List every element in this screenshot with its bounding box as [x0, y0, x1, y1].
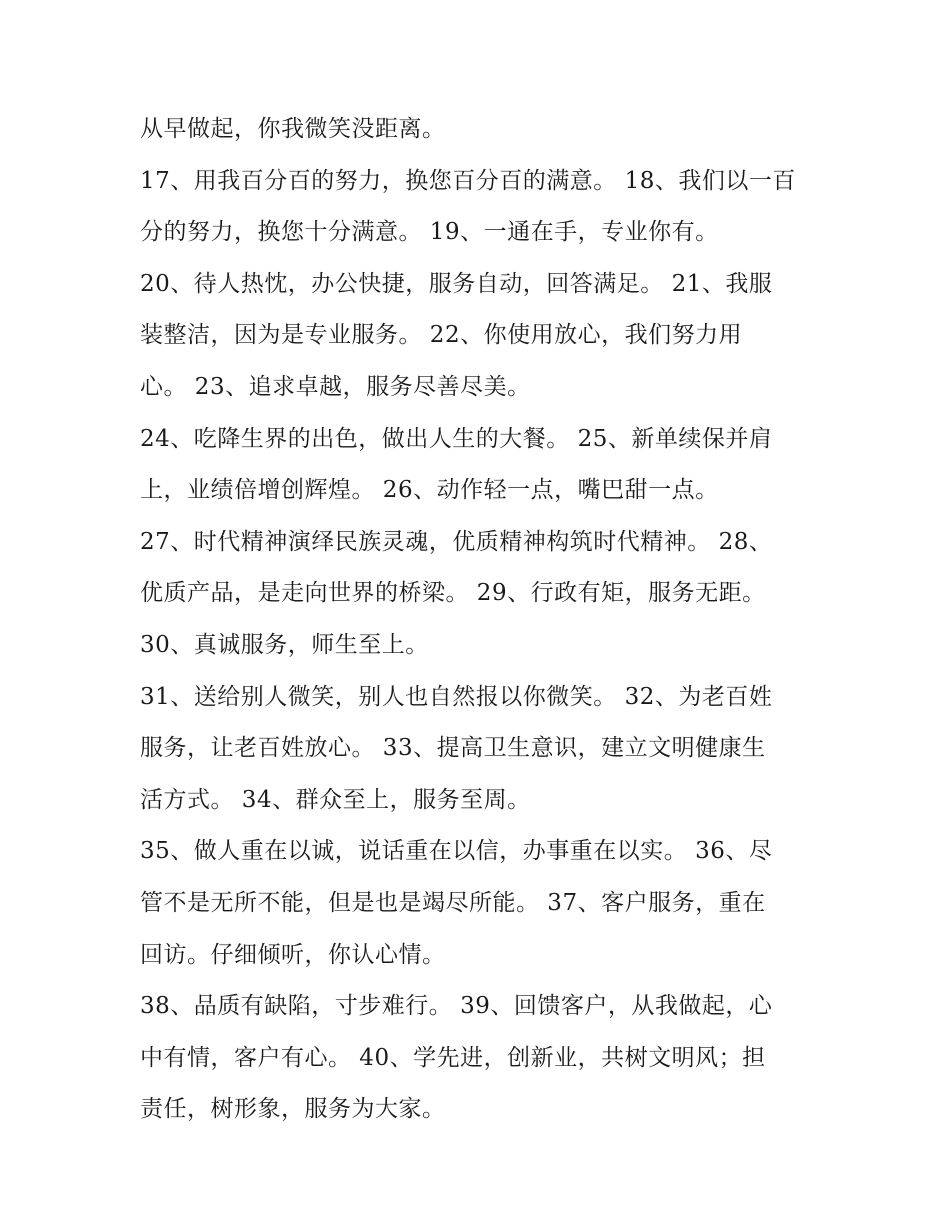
text-line: 优质产品，是走向世界的桥梁。 29、行政有矩，服务无距。: [140, 580, 766, 607]
text-line: 30、真诚服务，师生至上。: [140, 631, 429, 658]
text-line: 分的努力，换您十分满意。 19、一通在手，专业你有。: [140, 219, 719, 246]
text-line: 17、用我百分百的努力，换您百分百的满意。 18、我们以一百: [140, 167, 796, 194]
text-line: 心。 23、追求卓越，服务尽善尽美。: [140, 373, 531, 400]
text-line: 中有情，客户有心。 40、学先进，创新业，共树文明风；担: [140, 1044, 766, 1071]
text-line: 服务，让老百姓放心。 33、提高卫生意识，建立文明健康生: [140, 735, 766, 762]
text-line: 责任，树形象，服务为大家。: [140, 1096, 446, 1123]
text-line: 27、时代精神演绎民族灵魂，优质精神构筑时代精神。 28、: [140, 528, 773, 555]
text-line: 38、品质有缺陷，寸步难行。 39、回馈客户，从我做起，心: [140, 993, 773, 1020]
text-line: 20、待人热忱，办公快捷，服务自动，回答满足。 21、我服: [140, 270, 773, 297]
text-line: 管不是无所不能，但是也是竭尽所能。 37、客户服务，重在: [140, 889, 766, 916]
text-line: 装整洁，因为是专业服务。 22、你使用放心，我们努力用: [140, 322, 743, 349]
text-line: 31、送给别人微笑，别人也自然报以你微笑。 32、为老百姓: [140, 683, 773, 710]
text-line: 35、做人重在以诚，说话重在以信，办事重在以实。 36、尽: [140, 838, 773, 865]
document-body: [140, 104, 820, 1136]
text-line: 从早做起，你我微笑没距离。: [140, 116, 446, 142]
text-line: 上，业绩倍增创辉煌。 26、动作轻一点，嘴巴甜一点。: [140, 477, 719, 504]
text-line: 24、吃降生界的出色，做出人生的大餐。 25、新单续保并肩: [140, 425, 773, 452]
text-line: 回访。仔细倾听，你认心情。: [140, 941, 446, 968]
text-line: 活方式。 34、群众至上，服务至周。: [140, 786, 531, 813]
